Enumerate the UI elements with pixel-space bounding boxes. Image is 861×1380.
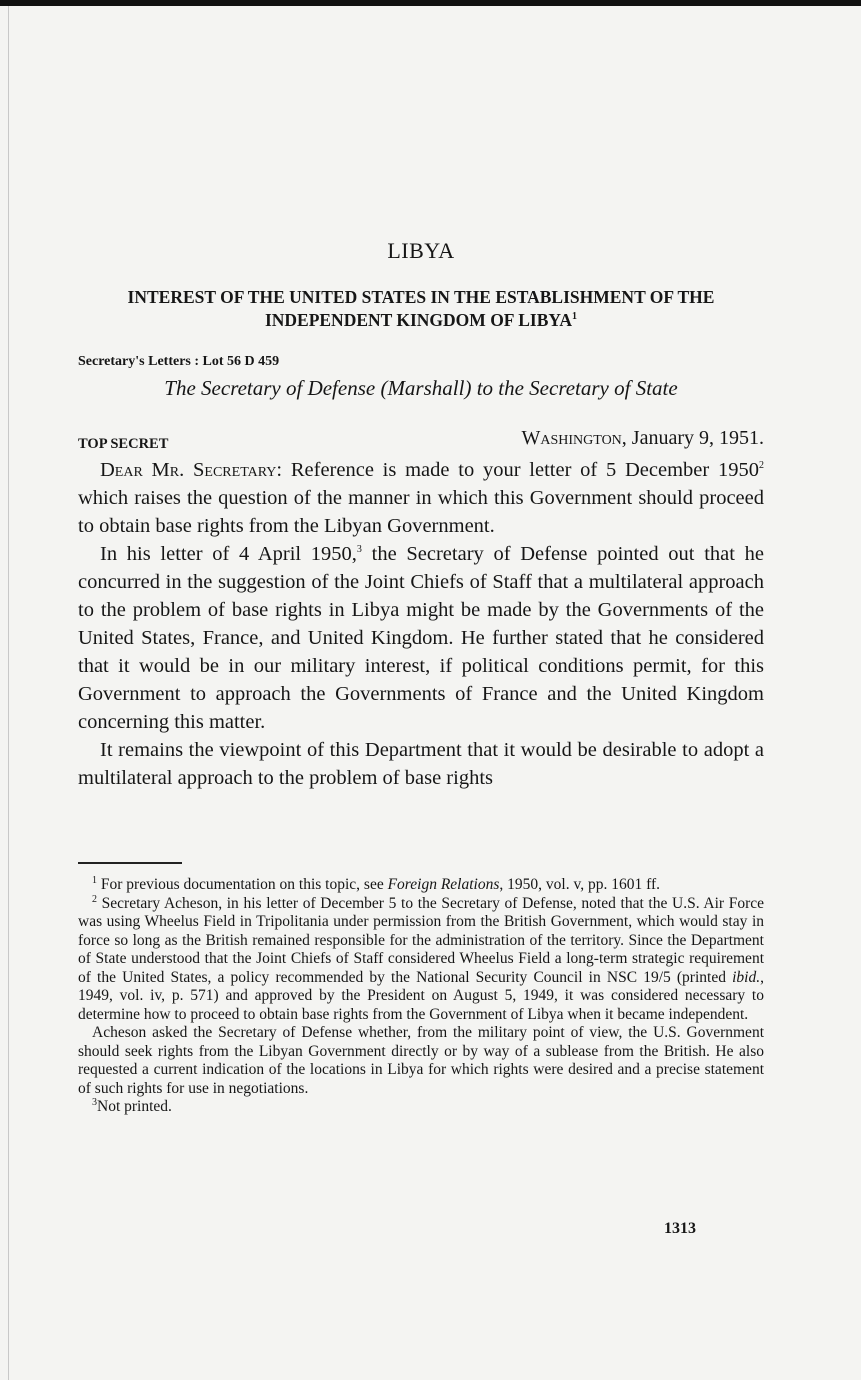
footnote-1-italic: Foreign Relations — [387, 876, 500, 893]
footnote-ref-2: 2 — [759, 460, 764, 472]
dateline-date: , January 9, 1951. — [621, 427, 764, 449]
source-citation: Secretary's Letters : Lot 56 D 459 — [78, 354, 280, 369]
salutation: Dear Mr. Secretary — [100, 459, 277, 481]
footnote-3-text: Not printed. — [97, 1098, 172, 1115]
footnote-separator — [78, 862, 182, 864]
paragraph-1 — [78, 456, 764, 540]
footnote-3-number: 3 — [92, 1096, 97, 1108]
paragraph-2-text-b: the Secretary of Defense pointed out that he concurred in the suggestion of the Joint Chiefs of Staff that a multilateral approach to the problem of base rights in Libya might be made by the Governments of the United States, France, and United Kingdom. He further stated that he considered that it would be in our military interest, if political conditions permit, for this Government to approach the Governments of France and the United Kingdom concerning this matter. — [78, 543, 764, 733]
footnotes — [78, 876, 764, 1117]
footnote-3 — [78, 1098, 764, 1117]
dateline — [522, 427, 765, 450]
paragraph-2 — [78, 540, 764, 736]
chapter-heading-text: INTEREST OF THE UNITED STATES IN THE ESTABLISHMENT OF THE INDEPENDENT KINGDOM OF LIBYA — [127, 287, 715, 330]
paragraph-1-text-a: : Reference is made to your letter of 5 December 1950 — [276, 459, 759, 481]
footnote-1 — [78, 876, 764, 895]
footnote-1-text-a: For previous documentation on this topic, see — [97, 876, 388, 893]
top-edge-bar — [0, 0, 861, 6]
page-number: 1313 — [664, 1220, 696, 1237]
footnote-2 — [78, 895, 764, 1025]
footnote-2-text-a: Secretary Acheson, in his letter of December 5 to the Secretary of Defense, noted that the U.S. Air Force was using Wheelus Field in Tripolitania under permission from the British Government, which would stay in force so long as the British remained responsible for the administration of the territory. Since the Department of State understood that the Joint Chiefs of Staff considered Wheelus Field a long-term strategic requirement of the United States, a policy recommended by the National Security Council in NSC 19/5 (printed — [78, 894, 764, 986]
footnote-1-text-b: , 1950, vol. v, pp. 1601 ff. — [499, 876, 660, 893]
paragraph-2-text-a: In his letter of 4 April 1950, — [100, 543, 357, 565]
footnote-2-italic: ibid. — [732, 968, 761, 986]
footnote-1-number: 1 — [92, 874, 97, 886]
footnote-2-text-b: , 1949, vol. iv, p. 571) and approved by the President on August 5, 1949, it was considered necessary to determine how to proceed to obtain base rights from the Government of Libya when it became independent. — [78, 968, 764, 1023]
left-margin-line — [8, 6, 9, 1380]
letter-body — [78, 456, 764, 792]
document-title: The Secretary of Defense (Marshall) to the Secretary of State — [164, 376, 678, 400]
footnote-ref-1: 1 — [572, 311, 578, 323]
chapter-heading — [78, 286, 764, 332]
section-title: LIBYA — [387, 238, 455, 263]
footnote-2-continued: Acheson asked the Secretary of Defense whether, from the military point of view, the U.S. Government should seek rights from the Libyan Government directly or by way of a sublease from the British. He also requested a current indication of the locations in Libya for which rights were desired and a precise statement of such rights for use in negotiations. — [78, 1024, 764, 1097]
footnote-ref-3: 3 — [356, 544, 362, 556]
classification-label: TOP SECRET — [78, 436, 169, 452]
dateline-place: Washington — [521, 427, 622, 449]
footnote-2-number: 2 — [92, 893, 97, 905]
paragraph-1-text-b: which raises the question of the manner in which this Government should proceed to obtain base rights from the Libyan Government. — [78, 487, 764, 537]
paragraph-3: It remains the viewpoint of this Department that it would be desirable to adopt a multilateral approach to the problem of base rights — [78, 739, 764, 789]
